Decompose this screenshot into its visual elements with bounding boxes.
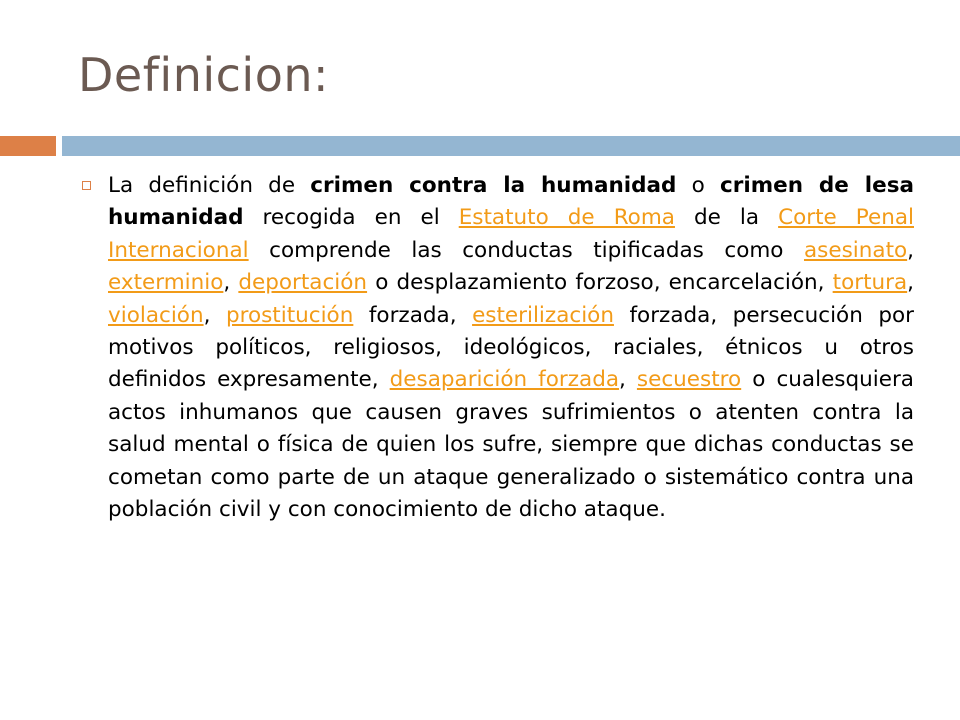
- link-asesinato[interactable]: asesinato: [803, 237, 908, 263]
- paragraph-text: ,: [203, 302, 226, 328]
- paragraph-text: forzada,: [353, 302, 473, 328]
- link-violacion[interactable]: violación: [108, 302, 204, 328]
- accent-bar-blue: [62, 136, 960, 156]
- link-tortura[interactable]: tortura: [832, 270, 908, 296]
- paragraph-text: recogida en el: [243, 205, 459, 231]
- paragraph-text: o: [676, 173, 721, 198]
- hollow-square-bullet-icon: [82, 181, 91, 190]
- link-corte-penal-internacional[interactable]: Corte Penal Internacional: [108, 205, 914, 263]
- paragraph-text: o desplazamiento forzoso, encarcelación,: [367, 270, 833, 296]
- link-estatuto-de-roma[interactable]: Estatuto de Roma: [458, 205, 675, 231]
- paragraph-text: o cualesquiera actos inhumanos que causen graves sufrimientos o atenten contra la salud mental o física de quien los sufre, siempre que dichas conductas se cometan como parte de un ataque generalizado o sistemático contra una población civil y con conocimiento de dicho ataque.: [108, 367, 914, 523]
- paragraph-text: ,: [907, 270, 914, 296]
- link-secuestro[interactable]: secuestro: [636, 367, 742, 393]
- paragraph-text: comprende las conductas tipificadas como: [248, 237, 804, 263]
- bold-term: crimen de lesa humanidad: [108, 173, 915, 231]
- definition-paragraph: [108, 170, 914, 526]
- link-exterminio[interactable]: exterminio: [108, 270, 224, 296]
- paragraph-text: ,: [619, 367, 637, 393]
- link-desaparicion-forzada[interactable]: desaparición forzada: [389, 367, 620, 393]
- paragraph-text: ,: [223, 270, 239, 296]
- link-deportacion[interactable]: deportación: [238, 270, 368, 296]
- paragraph-text: forzada, persecución por motivos políticos, religiosos, ideológicos, raciales, étnicos u otros definidos expresamente,: [108, 302, 914, 393]
- paragraph-text: La definición de: [108, 173, 311, 198]
- link-prostitucion[interactable]: prostitución: [225, 302, 354, 328]
- bold-term: crimen contra la humanidad: [310, 173, 677, 198]
- paragraph-text: ,: [907, 237, 914, 263]
- slide-title: Definicion:: [78, 48, 329, 102]
- accent-bar-orange: [0, 136, 56, 156]
- paragraph-text: de la: [674, 205, 779, 231]
- link-esterilizacion[interactable]: esterilización: [472, 302, 614, 328]
